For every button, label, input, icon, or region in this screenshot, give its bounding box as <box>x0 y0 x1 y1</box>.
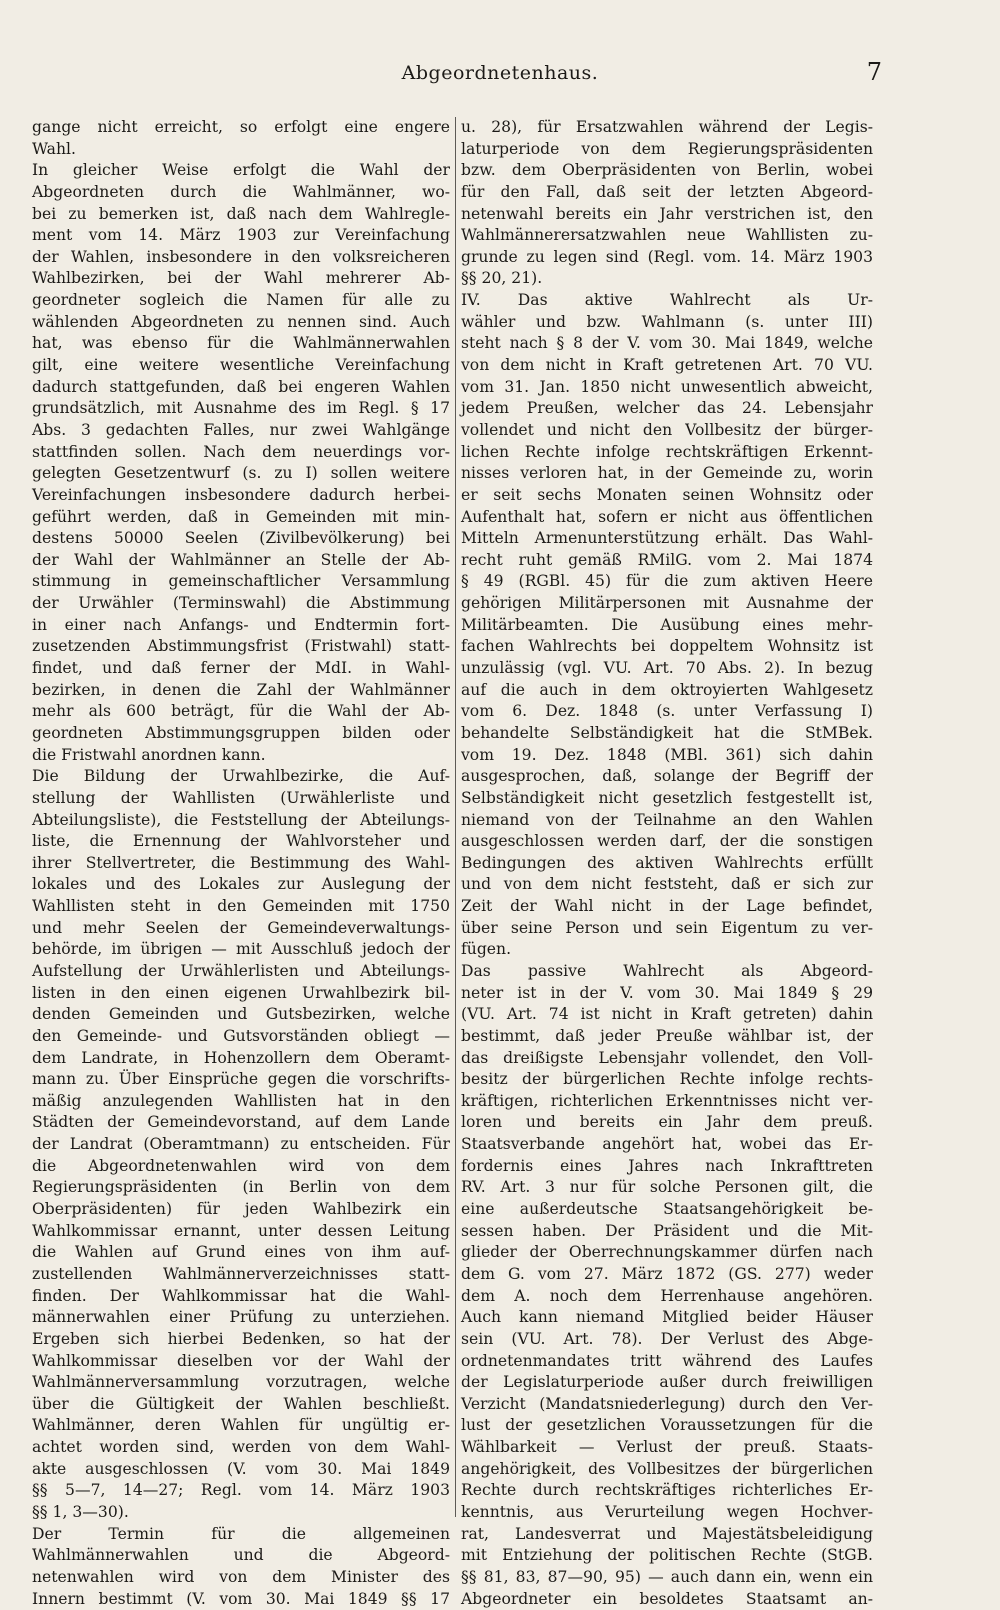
text-line: §§ 81, 83, 87—90, 95) — auch dann ein, wenn ein <box>461 1567 873 1586</box>
text-line: dem Landrate, in Hohenzollern dem Oberamt- <box>32 1048 450 1067</box>
text-line: bzw. dem Oberpräsidenten von Berlin, wobei <box>461 161 873 180</box>
text-line: lokales und des Lokales zur Auslegung der <box>32 875 450 894</box>
text-line: Wählbarkeit — Verlust der preuß. Staats- <box>461 1438 873 1457</box>
text-line: netenwahlen wird von dem Minister des <box>32 1567 450 1586</box>
text-line: findet, und daß ferner der MdI. in Wahl- <box>32 659 450 678</box>
running-title: Abgeordnetenhaus. <box>401 62 599 84</box>
text-line: mäßig anzulegenden Wahllisten hat in den <box>32 1091 450 1110</box>
text-line: Oberpräsidenten) für jeden Wahlbezirk ein <box>32 1200 450 1219</box>
text-line: ordnetenmandates tritt während des Laufes <box>461 1351 873 1370</box>
text-line: Selbständigkeit nicht gesetzlich festgestellt ist, <box>461 788 873 807</box>
text-line: über die Gültigkeit der Wahlen beschließt. <box>32 1394 450 1413</box>
text-line: akte ausgeschlossen (V. vom 30. Mai 1849 <box>32 1459 450 1478</box>
text-line: der Wahl der Wahlmänner an Stelle der Ab- <box>32 550 450 569</box>
text-line: wähler und bzw. Wahlmann (s. unter III) <box>461 312 873 331</box>
right-text-column <box>461 117 873 1608</box>
text-line: netenwahl bereits ein Jahr verstrichen ist, den <box>461 204 873 223</box>
text-line: Abs. 3 gedachten Falles, nur zwei Wahlgänge <box>32 420 450 439</box>
text-line: nisses verloren hat, in der Gemeinde zu, worin <box>461 464 873 483</box>
text-line: die Abgeordnetenwahlen wird von dem <box>32 1156 450 1175</box>
text-line: für den Fall, daß seit der letzten Abgeord- <box>461 182 873 201</box>
text-line: zusetzenden Abstimmungsfrist (Fristwahl) statt- <box>32 637 450 656</box>
text-line: bei zu bemerken ist, daß nach dem Wahlregle- <box>32 204 450 223</box>
text-line: der Landrat (Oberamtmann) zu entscheiden. Für <box>32 1135 450 1154</box>
text-line: u. 28), für Ersatzwahlen während der Legis- <box>461 118 873 136</box>
text-line: behörde, im übrigen — mit Ausschluß jedoch der <box>32 940 450 959</box>
text-line: mehr als 600 beträgt, für die Wahl der Ab- <box>32 702 450 721</box>
text-line: er seit sechs Monaten seinen Wohnsitz oder <box>461 485 873 504</box>
text-line: loren und bereits ein Jahr dem preuß. <box>461 1113 873 1132</box>
text-line: §§ 20, 21). <box>461 269 543 288</box>
text-line: und mehr Seelen der Gemeindeverwaltungs- <box>32 918 450 937</box>
text-line: gelegten Gesetzentwurf (s. zu I) sollen weitere <box>32 464 450 483</box>
text-line: Mitteln Armenunterstützung erhält. Das Wahl- <box>461 529 873 548</box>
text-line: über seine Person und sein Eigentum zu ver- <box>461 918 873 937</box>
text-line: Regierungspräsidenten (in Berlin von dem <box>32 1178 450 1197</box>
text-line: finden. Der Wahlkommissar hat die Wahl- <box>32 1286 450 1305</box>
text-line: geordneten Abstimmungsgruppen bilden oder <box>32 723 450 742</box>
text-line: Innern bestimmt (V. vom 30. Mai 1849 §§ 17 <box>32 1589 450 1608</box>
text-line: vom 31. Jan. 1850 nicht unwesentlich abweicht, <box>461 377 873 396</box>
column-divider <box>455 117 456 1517</box>
text-line: geführt werden, daß in Gemeinden mit min- <box>32 507 450 526</box>
text-line: männerwahlen einer Prüfung zu unterziehen. <box>32 1308 450 1327</box>
text-line: rat, Landesverrat und Majestätsbeleidigung <box>461 1524 873 1543</box>
text-line: die Fristwahl anordnen kann. <box>32 745 266 764</box>
text-line: RV. Art. 3 nur für solche Personen gilt, die <box>461 1178 873 1197</box>
text-line: liste, die Ernennung der Wahlvorsteher und <box>32 832 450 851</box>
text-line: Wahllisten steht in den Gemeinden mit 1750 <box>32 897 450 916</box>
text-line: dadurch stattgefunden, daß bei engeren Wahlen <box>32 377 450 396</box>
text-line: Verzicht (Mandatsniederlegung) durch den Ver- <box>461 1394 873 1413</box>
text-line: gange nicht erreicht, so erfolgt eine engere <box>32 118 450 136</box>
text-line: Vereinfachungen insbesondere dadurch herbei- <box>32 485 450 504</box>
text-line: fügen. <box>461 940 512 959</box>
text-line: ihrer Stellvertreter, die Bestimmung des Wahl- <box>32 853 450 872</box>
text-line: IV. Das aktive Wahlrecht als Ur- <box>461 291 873 310</box>
text-line: §§ 1, 3—30). <box>32 1503 129 1521</box>
text-line: Wahlkommissar dieselben vor der Wahl der <box>32 1351 450 1370</box>
text-line: lichen Rechte infolge rechtskräftigen Erkennt- <box>461 442 873 461</box>
text-line: zustellenden Wahlmännerverzeichnisses statt- <box>32 1264 450 1283</box>
text-line: § 49 (RGBl. 45) für die zum aktiven Heere <box>461 572 873 591</box>
text-line: kräftigen, richterlichen Erkenntnisses nicht ver- <box>461 1091 873 1110</box>
text-line: Militärbeamten. Die Ausübung eines mehr- <box>461 615 873 634</box>
text-line: stimmung in gemeinschaftlicher Versammlung <box>32 572 450 591</box>
text-line: sessen haben. Der Präsident und die Mit- <box>461 1221 873 1240</box>
text-line: bestimmt, daß jeder Preuße wählbar ist, der <box>461 1026 873 1045</box>
text-line: laturperiode von dem Regierungspräsidenten <box>461 139 873 158</box>
text-line: Staatsverbande angehört hat, wobei das Er- <box>461 1135 873 1154</box>
text-line: denden Gemeinden und Gutsbezirken, welche <box>32 1005 450 1024</box>
text-line: jedem Preußen, welcher das 24. Lebensjahr <box>461 399 873 418</box>
text-line: den Gemeinde- und Gutsvorständen obliegt — <box>32 1026 450 1045</box>
text-line: Die Bildung der Urwahlbezirke, die Auf- <box>32 767 450 786</box>
text-line: das dreißigste Lebensjahr vollendet, den Voll- <box>461 1048 873 1067</box>
text-line: der Wahlen, insbesondere in den volksreicheren <box>32 247 450 266</box>
text-line: Wahlmänner, deren Wahlen für ungültig er- <box>32 1416 450 1435</box>
text-line: Wahl. <box>32 139 76 158</box>
text-line: Städten der Gemeindevorstand, auf dem Lande <box>32 1113 450 1132</box>
text-line: neter ist in der V. vom 30. Mai 1849 § 29 <box>461 983 873 1002</box>
text-line: geordneter sogleich die Namen für alle zu <box>32 291 450 310</box>
text-line: Rechte durch rechtskräftiges richterliches Er- <box>461 1481 873 1500</box>
text-line: dem A. noch dem Herrenhause angehören. <box>461 1286 873 1305</box>
text-line: grundsätzlich, mit Ausnahme des im Regl. § 17 <box>32 399 450 418</box>
text-line: fachen Wahlrechts bei doppeltem Wohnsitz ist <box>461 637 873 656</box>
text-line: eine außerdeutsche Staatsangehörigkeit be- <box>461 1200 873 1219</box>
text-line: der Legislaturperiode außer durch freiwilligen <box>461 1373 873 1392</box>
text-line: hat, was ebenso für die Wahlmännerwahlen <box>32 334 450 353</box>
text-line: besitz der bürgerlichen Rechte infolge rechts- <box>461 1070 873 1089</box>
text-line: Wahlmännerersatzwahlen neue Wahllisten zu- <box>461 226 873 245</box>
text-line: wählenden Abgeordneten zu nennen sind. Auch <box>32 312 450 331</box>
page-header <box>0 58 1000 92</box>
text-line: §§ 5—7, 14—27; Regl. vom 14. März 1903 <box>32 1481 450 1500</box>
text-line: behandelte Selbständigkeit hat die StMBek. <box>461 723 873 742</box>
text-line: Wahlmännerwahlen und die Abgeord- <box>32 1546 450 1565</box>
text-line: Aufstellung der Urwählerlisten und Abteilungs- <box>32 961 450 980</box>
text-line: stellung der Wahllisten (Urwählerliste und <box>32 788 450 807</box>
text-line: vom 19. Dez. 1848 (MBl. 361) sich dahin <box>461 745 873 764</box>
text-line: ausgeschlossen werden darf, der die sonstigen <box>461 832 873 851</box>
text-line: unzulässig (vgl. VU. Art. 70 Abs. 2). In bezug <box>461 659 873 678</box>
left-text-column <box>32 117 450 1608</box>
text-line: stattfinden sollen. Nach dem neuerdings vor- <box>32 442 450 461</box>
text-line: Der Termin für die allgemeinen <box>32 1524 450 1543</box>
text-line: listen in den einen eigenen Urwahlbezirk bil- <box>32 983 450 1002</box>
text-line: grunde zu legen sind (Regl. vom. 14. März 1903 <box>461 247 873 266</box>
text-line: Bedingungen des aktiven Wahlrechts erfüllt <box>461 853 873 872</box>
page-number: 7 <box>866 58 882 86</box>
text-line: (VU. Art. 74 ist nicht in Kraft getreten) dahin <box>461 1005 873 1024</box>
text-line: von dem nicht in Kraft getretenen Art. 70 VU. <box>461 356 873 375</box>
text-line: steht nach § 8 der V. vom 30. Mai 1849, welche <box>461 334 873 353</box>
text-line: gehörigen Militärpersonen mit Ausnahme der <box>461 594 873 613</box>
text-line: Abgeordneter ein besoldetes Staatsamt an- <box>461 1589 873 1608</box>
text-line: Zeit der Wahl nicht in der Lage befindet, <box>461 897 873 916</box>
text-line: lust der gesetzlichen Voraussetzungen für die <box>461 1416 873 1435</box>
text-line: in einer nach Anfangs- und Endtermin fort- <box>32 615 450 634</box>
text-line: und von dem nicht feststeht, daß er sich zur <box>461 875 873 894</box>
text-line: Abgeordneten durch die Wahlmänner, wo- <box>32 182 450 201</box>
text-line: Auch kann niemand Mitglied beider Häuser <box>461 1308 873 1327</box>
text-line: ausgesprochen, daß, solange der Begriff der <box>461 767 873 786</box>
text-line: Wahlkommissar ernannt, unter dessen Leitung <box>32 1221 450 1240</box>
text-line: recht ruht gemäß RMilG. vom 2. Mai 1874 <box>461 550 873 569</box>
text-line: ment vom 14. März 1903 zur Vereinfachung <box>32 226 450 245</box>
text-line: Das passive Wahlrecht als Abgeord- <box>461 961 873 980</box>
text-line: Aufenthalt hat, sofern er nicht aus öffentlichen <box>461 507 873 526</box>
text-line: angehörigkeit, des Vollbesitzes der bürgerlichen <box>461 1459 873 1478</box>
text-line: sein (VU. Art. 78). Der Verlust des Abge- <box>461 1329 873 1348</box>
text-line: vollendet und nicht den Vollbesitz der bürger- <box>461 420 873 439</box>
text-line: niemand von der Teilnahme an den Wahlen <box>461 810 873 829</box>
text-line: fordernis eines Jahres nach Inkrafttreten <box>461 1156 873 1175</box>
text-line: vom 6. Dez. 1848 (s. unter Verfassung I) <box>461 702 873 721</box>
text-line: In gleicher Weise erfolgt die Wahl der <box>32 161 450 180</box>
text-line: der Urwähler (Terminswahl) die Abstimmung <box>32 594 450 613</box>
text-line: gilt, eine weitere wesentliche Vereinfachung <box>32 356 450 375</box>
text-line: dem G. vom 27. März 1872 (GS. 277) weder <box>461 1264 873 1283</box>
text-line: auf die auch in dem oktroyierten Wahlgesetz <box>461 680 873 699</box>
text-line: Ergeben sich hierbei Bedenken, so hat der <box>32 1329 450 1348</box>
text-line: glieder der Oberrechnungskammer dürfen nach <box>461 1243 873 1262</box>
text-line: destens 50000 Seelen (Zivilbevölkerung) bei <box>32 529 450 548</box>
text-line: Wahlbezirken, bei der Wahl mehrerer Ab- <box>32 269 450 288</box>
text-line: bezirken, in denen die Zahl der Wahlmänner <box>32 680 450 699</box>
text-line: Wahlmännerversammlung vorzutragen, welche <box>32 1373 450 1392</box>
text-line: kenntnis, aus Verurteilung wegen Hochver- <box>461 1503 873 1521</box>
text-line: mit Entziehung der politischen Rechte (StGB. <box>461 1546 873 1565</box>
text-line: mann zu. Über Einsprüche gegen die vorschrifts- <box>32 1070 450 1089</box>
text-line: die Wahlen auf Grund eines von ihm auf- <box>32 1243 450 1262</box>
text-line: Abteilungsliste), die Feststellung der Abteilungs- <box>32 810 450 829</box>
text-line: achtet worden sind, werden von dem Wahl- <box>32 1438 450 1457</box>
